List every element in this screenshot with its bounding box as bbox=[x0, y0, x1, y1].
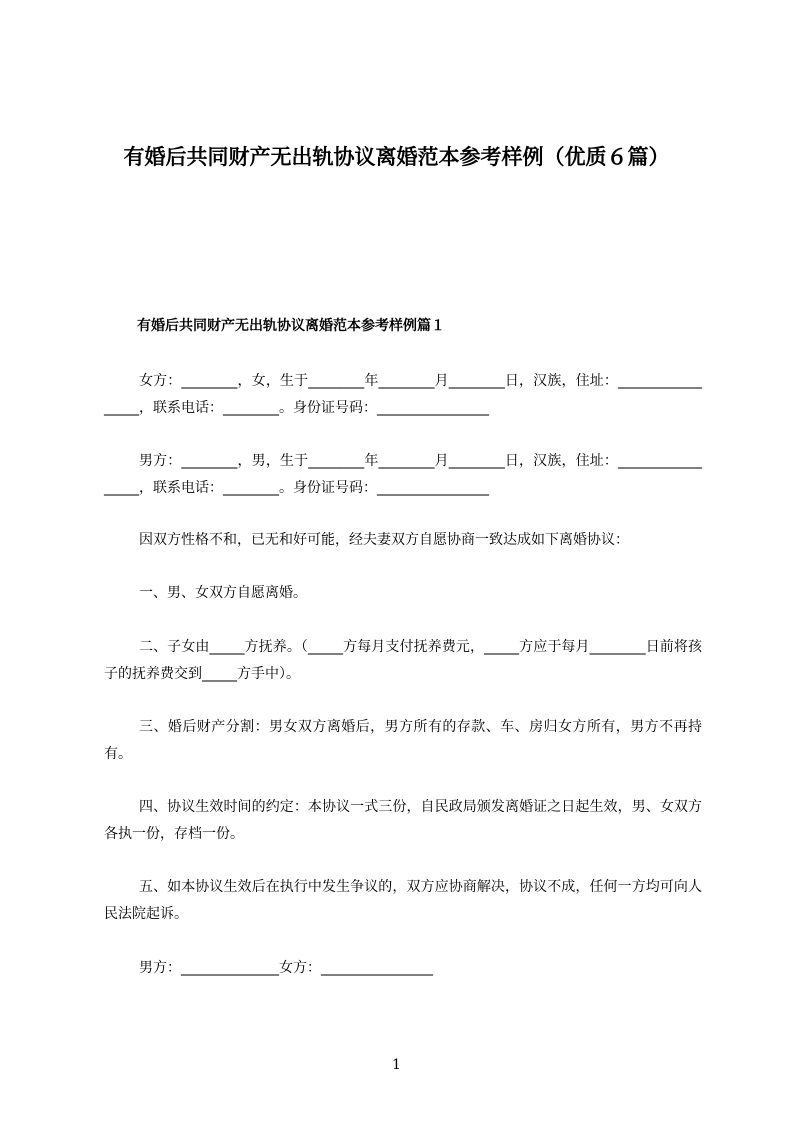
clause-3-paragraph: 三、婚后财产分割：男女双方离婚后，男方所有的存款、车、房归女方所有，男方不再持有。 bbox=[104, 719, 702, 762]
signature-line: 男方：______________女方：________________ bbox=[139, 960, 433, 976]
clause-5-paragraph: 五、如本协议生效后在执行中发生争议的，双方应协商解决，协议不成，任何一方均可向人民法院起诉。 bbox=[104, 879, 702, 922]
clause-1-paragraph: 一、男、女双方自愿离婚。 bbox=[139, 585, 307, 601]
section-heading: 有婚后共同财产无出轨协议离婚范本参考样例篇１ bbox=[137, 318, 445, 334]
husband-info-paragraph: 男方：________，男，生于________年________月________日，汉族，住址：_________________，联系电话：________。身份证号码：________________ bbox=[104, 453, 702, 496]
page-number: 1 bbox=[392, 1057, 401, 1073]
wife-info-paragraph: 女方：________，女，生于________年________月________日，汉族，住址：_________________，联系电话：________。身份证号码：________________ bbox=[104, 373, 702, 416]
clause-4-paragraph: 四、协议生效时间的约定：本协议一式三份，自民政局颁发离婚证之日起生效，男、女双方各执一份，存档一份。 bbox=[104, 799, 702, 842]
clause-2-paragraph: 二、子女由_____方抚养。（_____方每月支付抚养费元，_____方应于每月________日前将孩子的抚养费交到_____方手中）。 bbox=[104, 639, 702, 682]
document-title: 有婚后共同财产无出轨协议离婚范本参考样例（优质６篇） bbox=[123, 145, 670, 169]
intro-paragraph: 因双方性格不和，已无和好可能，经夫妻双方自愿协商一致达成如下离婚协议： bbox=[139, 532, 629, 548]
